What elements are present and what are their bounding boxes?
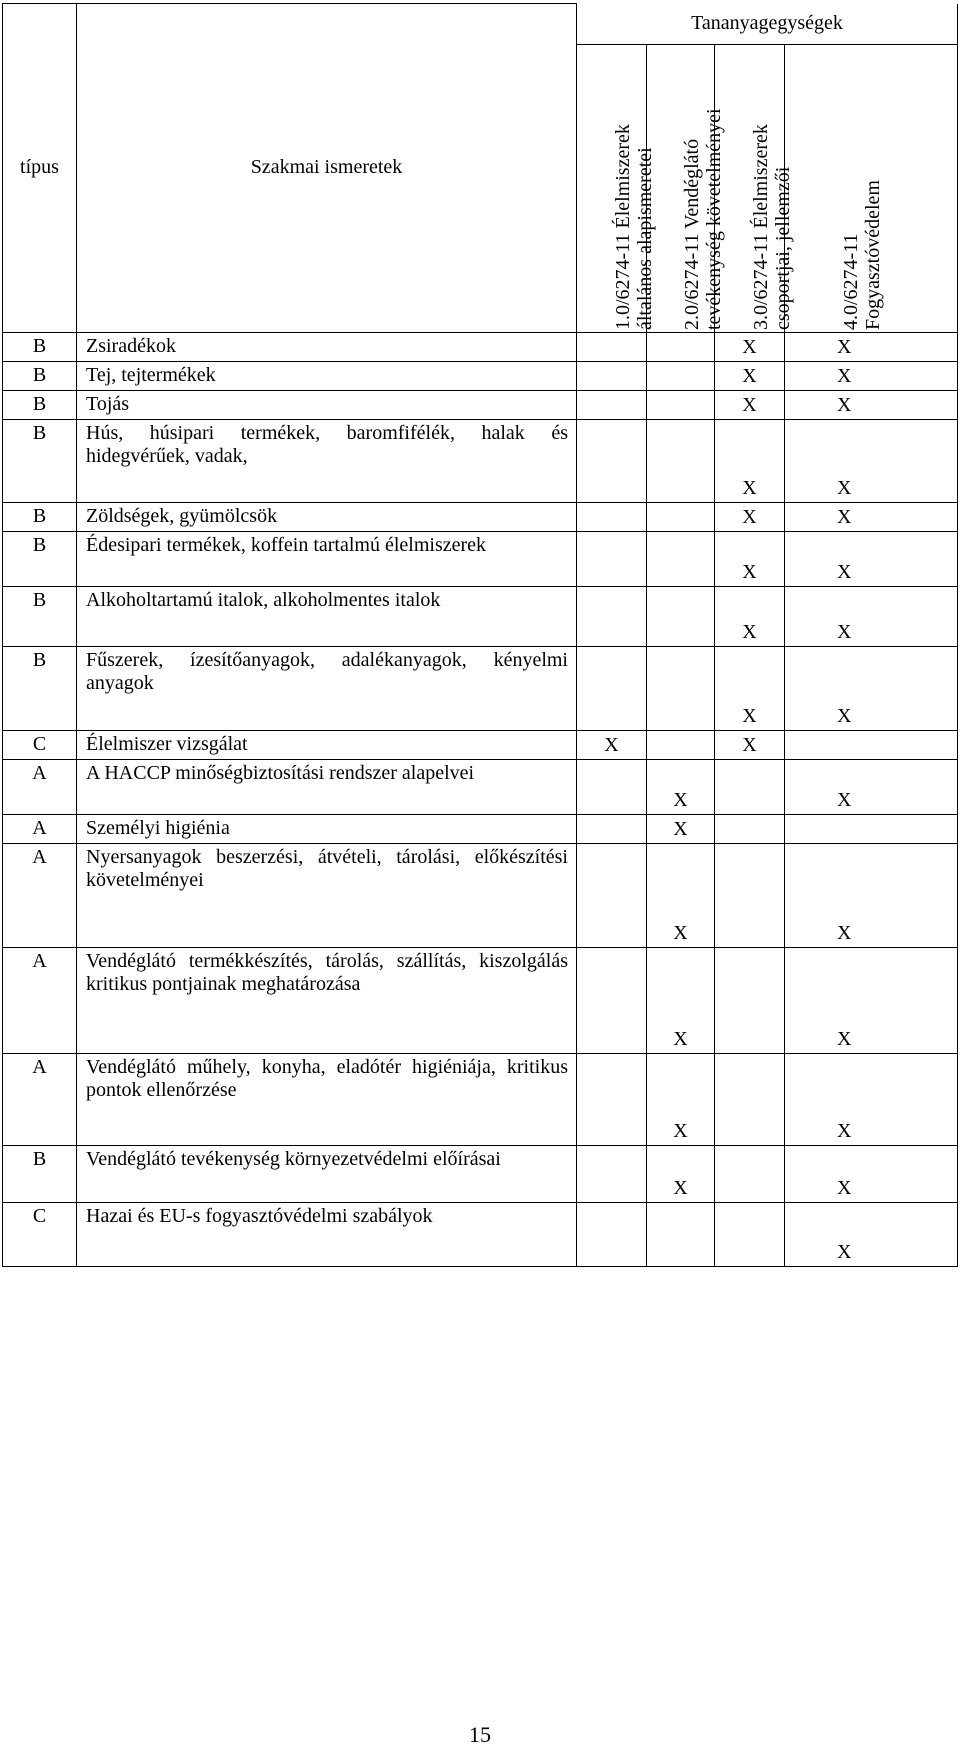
row-topic: Vendéglátó műhely, konyha, eladótér higiéniája, kritikus pontok ellenőrzése xyxy=(77,1053,577,1145)
unit-4-mark: X xyxy=(785,531,958,586)
type-column-header: típus xyxy=(3,4,77,333)
unit-3-mark xyxy=(715,1053,785,1145)
table-row xyxy=(3,1202,958,1266)
unit-4-mark xyxy=(785,730,958,759)
unit-4-mark: X xyxy=(785,419,958,502)
unit-4-mark: X xyxy=(785,1053,958,1145)
row-topic: Élelmiszer vizsgálat xyxy=(77,730,577,759)
table-row xyxy=(3,1145,958,1202)
unit-header-4-label: 4.0/6274-11 Fogyasztóvédelem xyxy=(840,179,884,330)
row-type: C xyxy=(3,730,77,759)
unit-4-mark: X xyxy=(785,390,958,419)
unit-header-3-label: 3.0/6274-11 Élelmiszerek csoportjai, jellemzői xyxy=(749,123,794,330)
row-topic: Tej, tejtermékek xyxy=(77,361,577,390)
unit-1-mark: X xyxy=(577,730,647,759)
unit-2-mark: X xyxy=(647,814,715,843)
unit-4-mark: X xyxy=(785,843,958,947)
row-topic: Alkoholtartamú italok, alkoholmentes italok xyxy=(77,586,577,646)
table-row xyxy=(3,419,958,502)
table-row xyxy=(3,531,958,586)
unit-3-mark xyxy=(715,1202,785,1266)
row-type: B xyxy=(3,646,77,730)
table-row xyxy=(3,947,958,1053)
unit-1-mark xyxy=(577,843,647,947)
unit-1-mark xyxy=(577,1145,647,1202)
row-type: B xyxy=(3,586,77,646)
row-topic: Fűszerek, ízesítőanyagok, adalékanyagok, kényelmi anyagok xyxy=(77,646,577,730)
unit-4-mark: X xyxy=(785,361,958,390)
unit-3-mark xyxy=(715,814,785,843)
row-topic: Személyi higiénia xyxy=(77,814,577,843)
row-topic: Vendéglátó tevékenység környezetvédelmi előírásai xyxy=(77,1145,577,1202)
row-topic: A HACCP minőségbiztosítási rendszer alapelvei xyxy=(77,759,577,814)
unit-2-mark: X xyxy=(647,947,715,1053)
unit-2-mark xyxy=(647,730,715,759)
unit-2-mark xyxy=(647,361,715,390)
unit-2-mark: X xyxy=(647,1145,715,1202)
page-number: 15 xyxy=(469,1722,491,1747)
row-type: B xyxy=(3,502,77,531)
unit-header-1 xyxy=(577,44,656,332)
row-type: A xyxy=(3,1053,77,1145)
unit-4-mark: X xyxy=(785,502,958,531)
row-type: B xyxy=(3,1145,77,1202)
row-type: C xyxy=(3,1202,77,1266)
unit-1-mark xyxy=(577,1053,647,1145)
row-topic: Tojás xyxy=(77,390,577,419)
unit-2-mark: X xyxy=(647,1053,715,1145)
unit-4-mark: X xyxy=(785,947,958,1053)
unit-4-mark: X xyxy=(785,1145,958,1202)
unit-3-mark xyxy=(715,947,785,1053)
table-row xyxy=(3,332,958,361)
unit-3-mark: X xyxy=(715,332,785,361)
row-type: A xyxy=(3,814,77,843)
unit-2-mark xyxy=(647,502,715,531)
topic-column-header: Szakmai ismeretek xyxy=(77,4,577,333)
table-row xyxy=(3,1053,958,1145)
unit-1-mark xyxy=(577,947,647,1053)
unit-1-mark xyxy=(577,814,647,843)
row-topic: Zsiradékok xyxy=(77,332,577,361)
unit-4-mark: X xyxy=(785,759,958,814)
unit-1-mark xyxy=(577,586,647,646)
row-type: B xyxy=(3,531,77,586)
unit-2-mark xyxy=(647,646,715,730)
unit-header-1-label: 1.0/6274-11 Élelmiszerek általános alapismeretei xyxy=(611,123,656,330)
table-row xyxy=(3,502,958,531)
table-row xyxy=(3,843,958,947)
row-topic: Édesipari termékek, koffein tartalmú élelmiszerek xyxy=(77,531,577,586)
unit-header-3 xyxy=(715,44,794,332)
unit-3-mark: X xyxy=(715,502,785,531)
unit-2-mark xyxy=(647,419,715,502)
unit-4-mark: X xyxy=(785,1202,958,1266)
unit-2-mark xyxy=(647,586,715,646)
table-row xyxy=(3,730,958,759)
row-topic: Zöldségek, gyümölcsök xyxy=(77,502,577,531)
unit-1-mark xyxy=(577,1202,647,1266)
unit-header-2 xyxy=(647,44,725,332)
unit-3-mark: X xyxy=(715,586,785,646)
row-type: B xyxy=(3,361,77,390)
unit-2-mark xyxy=(647,1202,715,1266)
row-type: A xyxy=(3,947,77,1053)
unit-2-mark xyxy=(647,531,715,586)
unit-1-mark xyxy=(577,531,647,586)
unit-2-mark: X xyxy=(647,843,715,947)
unit-header-2-label: 2.0/6274-11 Vendéglátó tevékenység követelményei xyxy=(680,107,725,330)
unit-1-mark xyxy=(577,646,647,730)
unit-3-mark: X xyxy=(715,390,785,419)
table-row xyxy=(3,814,958,843)
unit-2-mark xyxy=(647,390,715,419)
unit-3-mark xyxy=(715,759,785,814)
row-topic: Hazai és EU-s fogyasztóvédelmi szabályok xyxy=(77,1202,577,1266)
unit-4-mark xyxy=(785,814,958,843)
row-type: B xyxy=(3,419,77,502)
unit-1-mark xyxy=(577,419,647,502)
row-type: A xyxy=(3,759,77,814)
table-row xyxy=(3,646,958,730)
row-type: B xyxy=(3,332,77,361)
unit-3-mark: X xyxy=(715,730,785,759)
unit-3-mark: X xyxy=(715,361,785,390)
row-type: B xyxy=(3,390,77,419)
table-row xyxy=(3,759,958,814)
row-type: A xyxy=(3,843,77,947)
unit-3-mark xyxy=(715,843,785,947)
curriculum-table xyxy=(2,3,958,1267)
header-row-1 xyxy=(3,4,958,45)
row-topic: Hús, húsipari termékek, baromfifélék, halak és hidegvérűek, vadak, xyxy=(77,419,577,502)
unit-1-mark xyxy=(577,390,647,419)
unit-3-mark: X xyxy=(715,419,785,502)
table-row xyxy=(3,586,958,646)
unit-header-4 xyxy=(785,44,958,332)
unit-1-mark xyxy=(577,759,647,814)
unit-2-mark: X xyxy=(647,759,715,814)
unit-2-mark xyxy=(647,332,715,361)
unit-4-mark: X xyxy=(785,586,958,646)
table-row xyxy=(3,361,958,390)
unit-1-mark xyxy=(577,332,647,361)
unit-1-mark xyxy=(577,361,647,390)
unit-4-mark: X xyxy=(785,646,958,730)
unit-3-mark: X xyxy=(715,531,785,586)
unit-3-mark: X xyxy=(715,646,785,730)
unit-1-mark xyxy=(577,502,647,531)
row-topic: Vendéglátó termékkészítés, tárolás, szállítás, kiszolgálás kritikus pontjainak meghatározása xyxy=(77,947,577,1053)
unit-4-mark: X xyxy=(785,332,958,361)
units-group-header: Tananyagegységek xyxy=(577,4,958,45)
row-topic: Nyersanyagok beszerzési, átvételi, tárolási, előkészítési követelményei xyxy=(77,843,577,947)
table-row xyxy=(3,390,958,419)
unit-3-mark xyxy=(715,1145,785,1202)
